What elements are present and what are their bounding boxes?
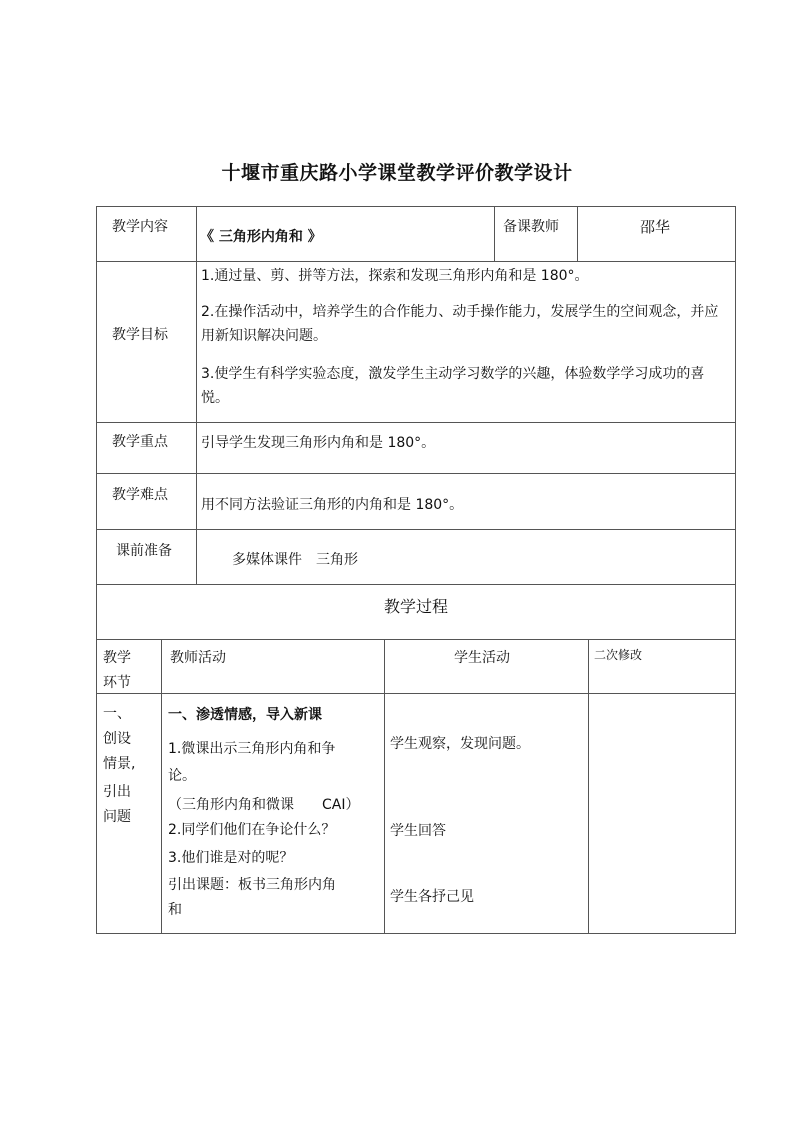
student-item: 学生观察，发现问题。 xyxy=(390,736,530,752)
student-item: 学生回答 xyxy=(390,823,446,839)
col-stage-line1: 教学 xyxy=(103,650,131,666)
teacher-line: 和 xyxy=(168,902,182,918)
difficulty-label: 教学难点 xyxy=(112,487,168,503)
stage-name-line: 问题 xyxy=(103,809,131,825)
goals-label: 教学目标 xyxy=(112,327,168,343)
teacher-line: 引出课题：板书三角形内角 xyxy=(168,877,336,893)
teacher-line: 3.他们谁是对的呢？ xyxy=(168,850,294,866)
stage-name-line: 情景, xyxy=(103,756,136,772)
teacher-heading: 一、渗透情感，导入新课 xyxy=(168,707,322,723)
stage-name-line: 创设 xyxy=(103,731,131,747)
teacher-line: （三角形内角和微课 CAI） xyxy=(168,797,360,813)
prep-value: 多媒体课件 三角形 xyxy=(232,552,358,568)
goal-item-2: 2.在操作活动中，培养学生的合作能力、动手操作能力，发展学生的空间观念，并应用新知识解决问题。 xyxy=(201,304,719,344)
col-stage-line2: 环节 xyxy=(103,675,131,691)
goal-item-1: 1.通过量、剪、拼等方法，探索和发现三角形内角和是 180°。 xyxy=(201,268,589,284)
content-label: 教学内容 xyxy=(112,219,168,235)
student-item: 学生各抒己见 xyxy=(390,889,474,905)
prep-label: 课前准备 xyxy=(116,543,172,559)
page-title: 十堰市重庆路小学课堂教学评价教学设计 xyxy=(221,162,573,184)
teacher-line: 1.微课出示三角形内角和争 xyxy=(168,741,336,757)
stage-name-line: 引出 xyxy=(103,784,131,800)
content-value: 《 三角形内角和 》 xyxy=(200,229,322,245)
stage-name-line: 一、 xyxy=(103,706,131,722)
key-point-label: 教学重点 xyxy=(112,434,168,450)
teacher-line: 2.同学们他们在争论什么？ xyxy=(168,822,336,838)
difficulty-value: 用不同方法验证三角形的内角和是 180°。 xyxy=(201,497,464,513)
goal-item-3: 3.使学生有科学实验态度，激发学生主动学习数学的兴趣，体验数学学习成功的喜悦。 xyxy=(201,366,705,406)
col-revise: 二次修改 xyxy=(594,648,643,662)
process-header: 教学过程 xyxy=(383,597,448,616)
teacher-label: 备课教师 xyxy=(503,219,559,235)
col-teacher: 教师活动 xyxy=(170,650,226,666)
teacher-value: 邵华 xyxy=(640,218,671,236)
key-point-value: 引导学生发现三角形内角和是 180°。 xyxy=(201,435,436,451)
teacher-line: 论。 xyxy=(168,768,196,784)
col-student: 学生活动 xyxy=(454,650,510,666)
